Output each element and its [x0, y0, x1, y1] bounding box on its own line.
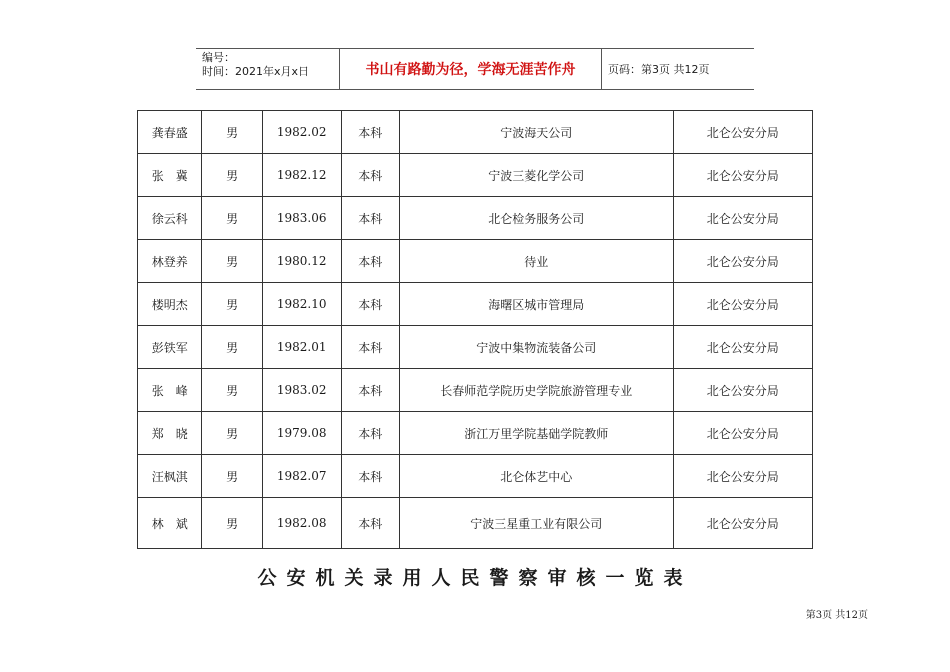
education-cell: 本科: [341, 111, 399, 154]
sex-cell: 男: [202, 455, 262, 498]
department-cell: 北仑公安分局: [673, 283, 812, 326]
number-label: 编号：: [202, 51, 235, 64]
department-cell: 北仑公安分局: [673, 240, 812, 283]
birth-cell: 1982.07: [262, 455, 341, 498]
sex-cell: 男: [202, 240, 262, 283]
birth-cell: 1982.10: [262, 283, 341, 326]
table-row: [138, 326, 813, 369]
name-cell: 张 峰: [138, 369, 202, 412]
header-page-code: 页码：第3页 共12页: [608, 63, 710, 76]
education-cell: 本科: [341, 369, 399, 412]
department-cell: 北仑公安分局: [673, 154, 812, 197]
name-cell: 郑 晓: [138, 412, 202, 455]
sex-cell: 男: [202, 154, 262, 197]
sex-cell: 男: [202, 369, 262, 412]
name-cell: 林 斌: [138, 498, 202, 549]
birth-cell: 1982.01: [262, 326, 341, 369]
department-cell: 北仑公安分局: [673, 412, 812, 455]
birth-cell: 1982.12: [262, 154, 341, 197]
table-row: [138, 455, 813, 498]
birth-cell: 1979.08: [262, 412, 341, 455]
table-row: [138, 111, 813, 154]
sex-cell: 男: [202, 197, 262, 240]
unit-cell: 长春师范学院历史学院旅游管理专业: [399, 369, 673, 412]
unit-cell: 海曙区城市管理局: [399, 283, 673, 326]
table-row: [138, 498, 813, 549]
department-cell: 北仑公安分局: [673, 197, 812, 240]
unit-cell: 北仑体艺中心: [399, 455, 673, 498]
header-motto: 书山有路勤为径，学海无涯苦作舟: [340, 49, 602, 89]
unit-cell: 宁波海天公司: [399, 111, 673, 154]
education-cell: 本科: [341, 455, 399, 498]
unit-cell: 待业: [399, 240, 673, 283]
department-cell: 北仑公安分局: [673, 455, 812, 498]
time-label: 时间：2021年x月x日: [202, 65, 310, 78]
department-cell: 北仑公安分局: [673, 498, 812, 549]
department-cell: 北仑公安分局: [673, 369, 812, 412]
education-cell: 本科: [341, 197, 399, 240]
birth-cell: 1983.02: [262, 369, 341, 412]
sex-cell: 男: [202, 326, 262, 369]
name-cell: 汪枫淇: [138, 455, 202, 498]
table-row: [138, 369, 813, 412]
unit-cell: 宁波三菱化学公司: [399, 154, 673, 197]
table-row: [138, 197, 813, 240]
birth-cell: 1980.12: [262, 240, 341, 283]
department-cell: 北仑公安分局: [673, 111, 812, 154]
department-cell: 北仑公安分局: [673, 326, 812, 369]
name-cell: 彭铁军: [138, 326, 202, 369]
birth-cell: 1983.06: [262, 197, 341, 240]
education-cell: 本科: [341, 154, 399, 197]
unit-cell: 浙江万里学院基础学院教师: [399, 412, 673, 455]
footer-page-number: 第3页 共12页: [805, 610, 868, 621]
education-cell: 本科: [341, 412, 399, 455]
sex-cell: 男: [202, 412, 262, 455]
table-row: [138, 412, 813, 455]
header-meta: [196, 49, 340, 89]
unit-cell: 宁波中集物流装备公司: [399, 326, 673, 369]
name-cell: 龚春盛: [138, 111, 202, 154]
education-cell: 本科: [341, 240, 399, 283]
name-cell: 林登养: [138, 240, 202, 283]
birth-cell: 1982.08: [262, 498, 341, 549]
sex-cell: 男: [202, 111, 262, 154]
birth-cell: 1982.02: [262, 111, 341, 154]
table-row: [138, 240, 813, 283]
page-header: [196, 48, 754, 90]
document-title: 公安机关录用人民警察审核一览表: [257, 567, 693, 589]
sex-cell: 男: [202, 498, 262, 549]
unit-cell: 北仑检务服务公司: [399, 197, 673, 240]
sex-cell: 男: [202, 283, 262, 326]
name-cell: 徐云科: [138, 197, 202, 240]
name-cell: 张 冀: [138, 154, 202, 197]
name-cell: 楼明杰: [138, 283, 202, 326]
education-cell: 本科: [341, 283, 399, 326]
roster-table: [137, 110, 813, 549]
unit-cell: 宁波三星重工业有限公司: [399, 498, 673, 549]
table-row: [138, 283, 813, 326]
table-row: [138, 154, 813, 197]
education-cell: 本科: [341, 498, 399, 549]
education-cell: 本科: [341, 326, 399, 369]
